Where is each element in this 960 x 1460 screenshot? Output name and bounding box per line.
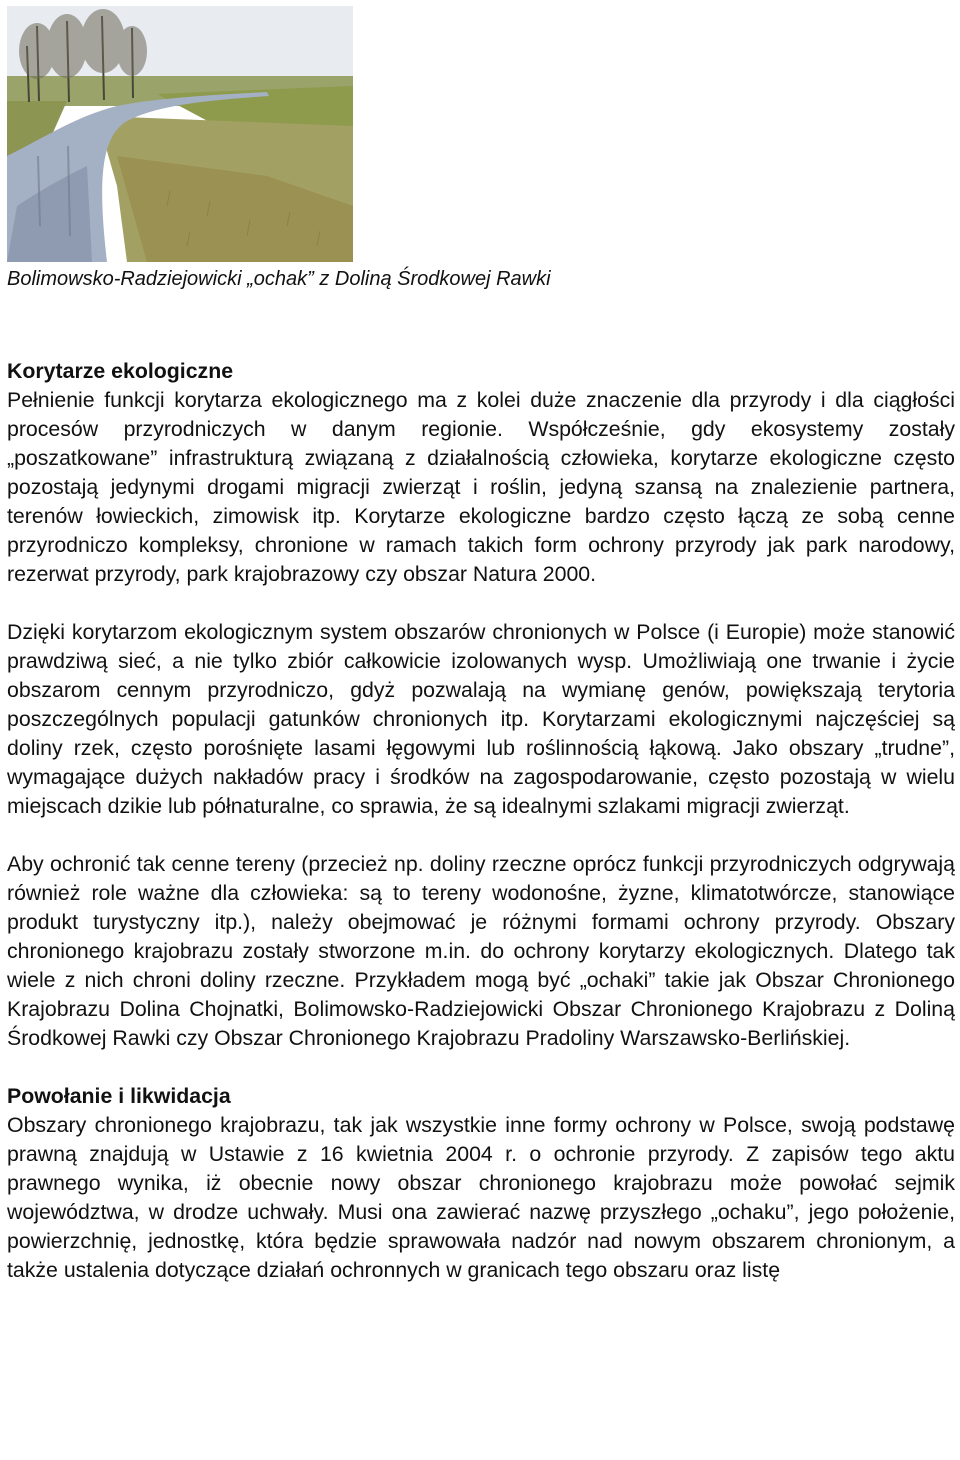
section-heading: Korytarze ekologiczne	[7, 359, 234, 383]
paragraph: Pełnienie funkcji korytarza ekologicznego ma z kolei duże znaczenie dla przyrody i dla ciągłości procesów przyrodniczych w danym regionie. Współcześnie, gdy ekosystemy zostały „poszatkowane” infrastrukturą związaną z działalnością człowieka, korytarze ekologiczne często pozostają jedynymi drogami migracji zwierząt i roślin, jedyną szansą na znalezienie partnera, terenów łowieckich, zimowisk itp. Korytarze ekologiczne bardzo często łączą ze sobą cenne przyrodniczo kompleksy, chronione w ramach takich form ochrony przyrody jak park narodowy, rezerwat przyrody, park krajobrazowy czy obszar Natura 2000.	[7, 388, 955, 586]
article-body	[7, 357, 955, 1285]
paragraph: Dzięki korytarzom ekologicznym system obszarów chronionych w Polsce (i Europie) może stanowić prawdziwą sieć, a nie tylko zbiór całkowicie izolowanych wysp. Umożliwiają one trwanie i życie obszarom cennym przyrodniczo, gdyż pozwalają na wymianę genów, powiększają terytoria poszczególnych populacji gatunków chronionych itp. Korytarzami ekologicznymi najczęściej są doliny rzek, często porośnięte lasami łęgowymi lub roślinnością łąkową. Jako obszary „trudne”, wymagające dużych nakładów pracy i środków na zagospodarowanie, często pozostają w wielu miejscach dzikie lub półnaturalne, co sprawia, że są idealnymi szlakami migracji zwierząt.	[7, 620, 955, 818]
photo-caption: Bolimowsko-Radziejowicki „ochak” z Doliną Środkowej Rawki	[7, 268, 551, 290]
section-heading: Powołanie i likwidacja	[7, 1084, 231, 1108]
river-landscape-photo	[7, 6, 353, 262]
paragraph: Obszary chronionego krajobrazu, tak jak wszystkie inne formy ochrony w Polsce, swoją podstawę prawną znajdują w Ustawie z 16 kwietnia 2004 r. o ochronie przyrody. Z zapisów tego aktu prawnego wynika, iż obecnie nowy obszar chronionego krajobrazu może powołać sejmik województwa, w drodze uchwały. Musi ona zawierać nazwę przyszłego „ochaku”, jego położenie, powierzchnię, jednostkę, która będzie sprawowała nadzór nad nowym obszarem chronionym, a także ustalenia dotyczące działań ochronnych w granicach tego obszaru oraz listę	[7, 1113, 955, 1282]
paragraph: Aby ochronić tak cenne tereny (przecież np. doliny rzeczne oprócz funkcji przyrodniczych odgrywają również role ważne dla człowieka: są to tereny wodonośne, żyzne, klimatotwórcze, stanowiące produkt turystyczny itp.), należy obejmować je różnymi formami ochrony przyrody. Obszary chronionego krajobrazu zostały stworzone m.in. do ochrony korytarzy ekologicznych. Dlatego tak wiele z nich chroni doliny rzeczne. Przykładem mogą być „ochaki” takie jak Obszar Chronionego Krajobrazu Dolina Chojnatki, Bolimowsko-Radziejowicki Obszar Chronionego Krajobrazu z Doliną Środkowej Rawki czy Obszar Chronionego Krajobrazu Pradoliny Warszawsko-Berlińskiej.	[7, 852, 955, 1050]
